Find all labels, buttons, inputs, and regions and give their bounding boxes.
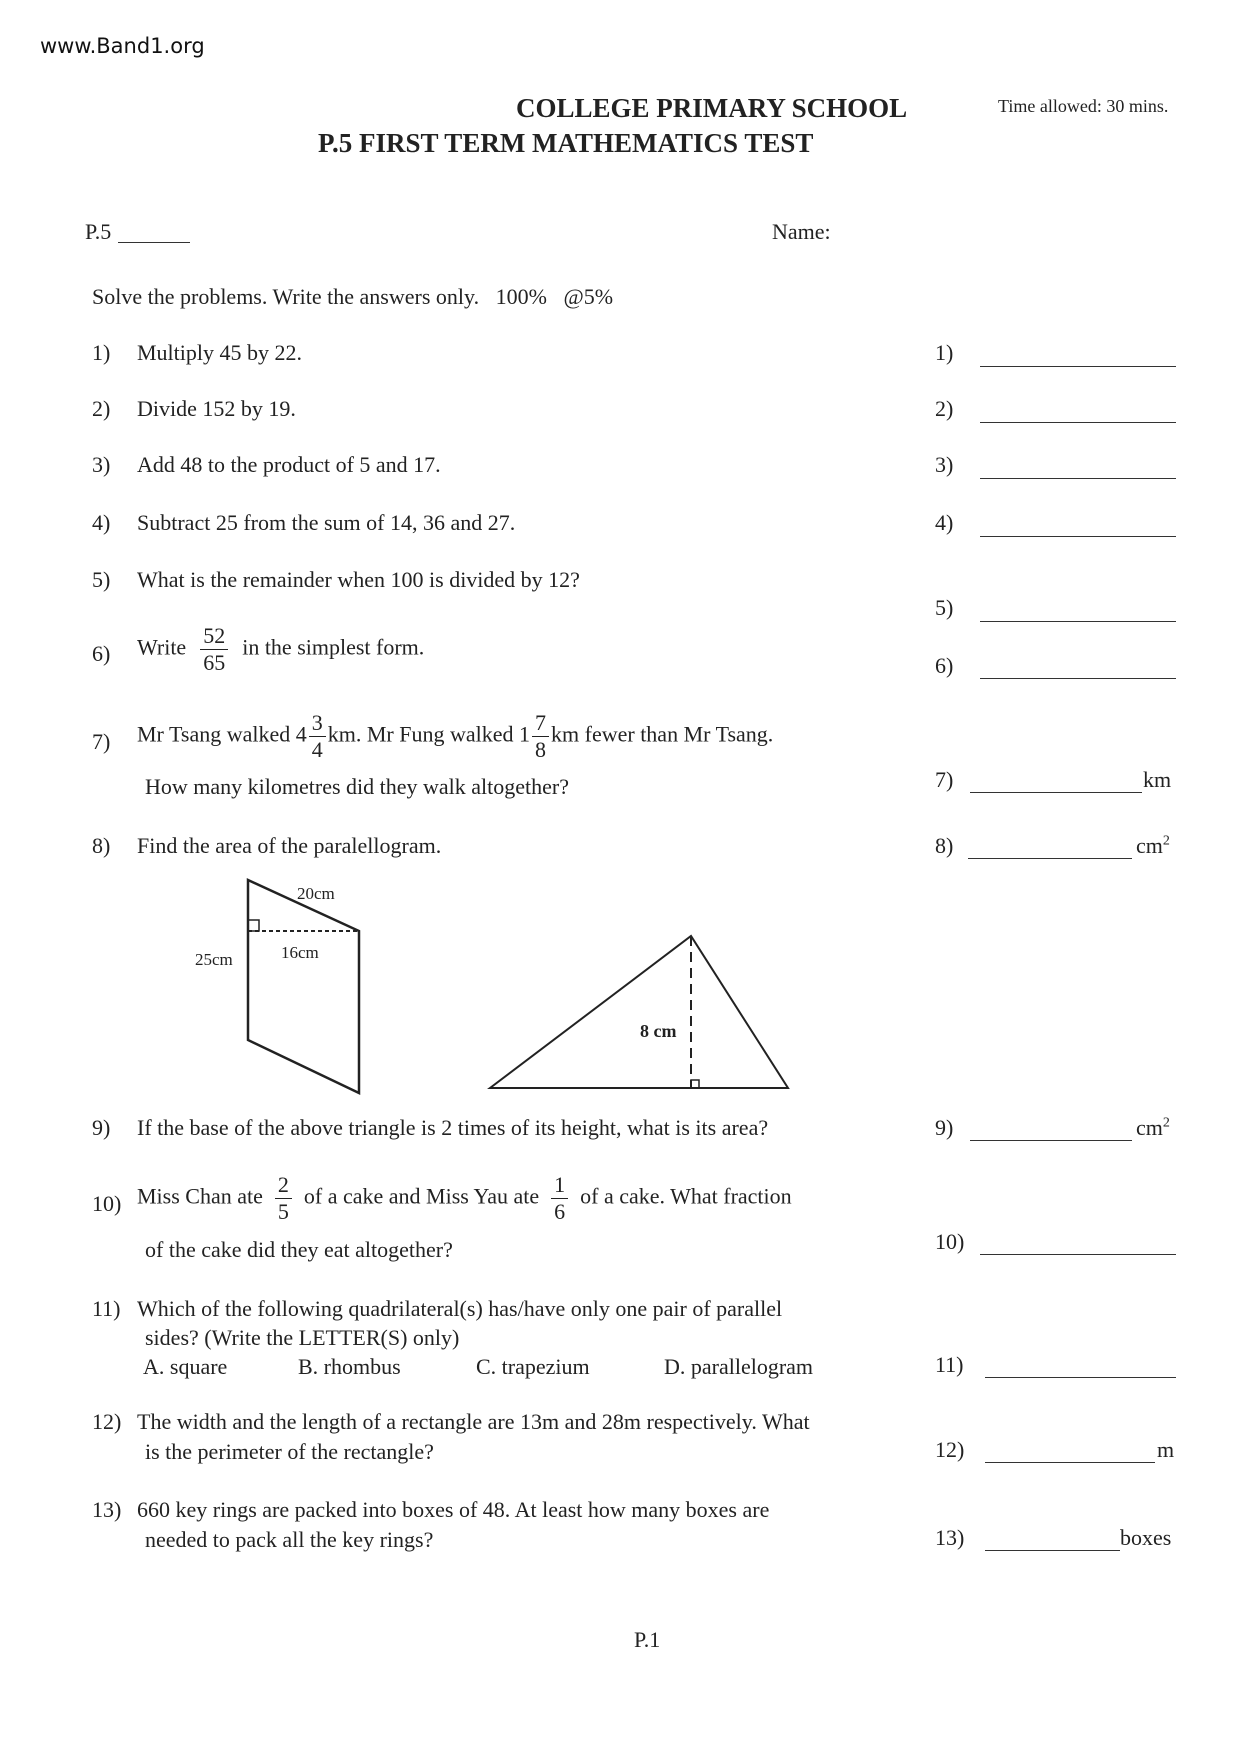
question-number: 6) bbox=[92, 641, 111, 666]
website-label: www.Band1.org bbox=[40, 34, 205, 58]
question-number: 5) bbox=[92, 567, 111, 592]
denominator: 5 bbox=[277, 1199, 289, 1224]
answer-number: 4) bbox=[935, 510, 954, 535]
fraction bbox=[551, 1174, 568, 1223]
question-text: Divide 152 by 19. bbox=[137, 396, 296, 421]
answer-blank-10[interactable] bbox=[980, 1254, 1176, 1255]
superscript: 2 bbox=[1162, 1115, 1170, 1131]
question-text: 660 key rings are packed into boxes of 48. At least how many boxes are bbox=[137, 1497, 770, 1522]
question-text: If the base of the above triangle is 2 times of its height, what is its area? bbox=[137, 1115, 769, 1140]
option-a: A. square bbox=[143, 1354, 228, 1379]
answer-number: 11) bbox=[935, 1352, 964, 1377]
answer-number: 3) bbox=[935, 452, 954, 477]
answer-number: 8) bbox=[935, 833, 954, 858]
unit bbox=[1136, 1115, 1170, 1141]
time-allowed: Time allowed: 30 mins. bbox=[998, 96, 1169, 116]
option-c: C. trapezium bbox=[476, 1354, 590, 1379]
class-label: P.5 bbox=[85, 219, 112, 244]
side-label: 20cm bbox=[297, 884, 335, 903]
question-text: Multiply 45 by 22. bbox=[137, 340, 303, 365]
q7-text: km fewer than Mr Tsang. bbox=[551, 721, 774, 747]
answer-number: 7) bbox=[935, 767, 954, 792]
test-title: P.5 FIRST TERM MATHEMATICS TEST bbox=[318, 128, 814, 158]
triangle-height-label: 8 cm bbox=[640, 1021, 677, 1041]
superscript: 2 bbox=[1162, 833, 1170, 849]
option-b: B. rhombus bbox=[298, 1354, 401, 1379]
answer-blank-13[interactable] bbox=[985, 1550, 1120, 1551]
answer-blank-9[interactable] bbox=[970, 1140, 1132, 1141]
question-number: 9) bbox=[92, 1115, 111, 1140]
denominator: 65 bbox=[203, 650, 226, 675]
numerator: 7 bbox=[532, 712, 549, 737]
numerator: 1 bbox=[551, 1174, 568, 1199]
base-label: 25cm bbox=[195, 950, 233, 969]
unit: m bbox=[1157, 1437, 1175, 1462]
unit-text: cm bbox=[1136, 833, 1163, 858]
question-text: needed to pack all the key rings? bbox=[145, 1527, 434, 1552]
numerator: 3 bbox=[309, 712, 326, 737]
answer-number: 12) bbox=[935, 1437, 965, 1462]
question-number: 12) bbox=[92, 1409, 122, 1434]
option-d: D. parallelogram bbox=[664, 1354, 814, 1379]
q6-text: Write bbox=[137, 634, 187, 660]
q7-text: Mr Tsang walked 4 bbox=[137, 721, 307, 747]
fraction bbox=[275, 1174, 292, 1223]
question-text: is the perimeter of the rectangle? bbox=[145, 1439, 434, 1464]
question-number: 10) bbox=[92, 1191, 122, 1216]
question-number: 11) bbox=[92, 1296, 121, 1321]
question-number: 13) bbox=[92, 1497, 122, 1522]
question-number: 1) bbox=[92, 340, 111, 365]
unit: boxes bbox=[1120, 1525, 1172, 1550]
instructions-text: Solve the problems. Write the answers only. bbox=[92, 284, 480, 309]
parallelogram-figure bbox=[248, 880, 359, 1093]
triangle-figure bbox=[490, 936, 788, 1088]
answer-blank-11[interactable] bbox=[985, 1377, 1176, 1378]
question-text: Add 48 to the product of 5 and 17. bbox=[137, 452, 441, 477]
answer-number: 10) bbox=[935, 1229, 965, 1254]
denominator: 4 bbox=[311, 737, 323, 762]
question-text: How many kilometres did they walk altogether? bbox=[145, 774, 569, 799]
answer-number: 2) bbox=[935, 396, 954, 421]
answer-blank-12[interactable] bbox=[985, 1462, 1155, 1463]
marks-each: @5% bbox=[563, 284, 614, 309]
numerator: 52 bbox=[200, 625, 228, 650]
question-text: What is the remainder when 100 is divided by 12? bbox=[137, 567, 580, 592]
answer-number: 9) bbox=[935, 1115, 954, 1140]
question-text bbox=[137, 1174, 792, 1223]
unit: km bbox=[1143, 767, 1172, 792]
q6-text: in the simplest form. bbox=[242, 634, 425, 660]
question-number: 8) bbox=[92, 833, 111, 858]
q10-text: Miss Chan ate bbox=[137, 1183, 263, 1209]
answer-number: 1) bbox=[935, 340, 954, 365]
question-text: Find the area of the paralellogram. bbox=[137, 833, 442, 858]
numerator: 2 bbox=[275, 1174, 292, 1199]
question-text: The width and the length of a rectangle are 13m and 28m respectively. What bbox=[137, 1409, 810, 1434]
question-number: 3) bbox=[92, 452, 111, 477]
question-number: 2) bbox=[92, 396, 111, 421]
unit-text: cm bbox=[1136, 1115, 1163, 1140]
question-number: 4) bbox=[92, 510, 111, 535]
question-text: Which of the following quadrilateral(s) has/have only one pair of parallel bbox=[137, 1296, 783, 1321]
answer-number: 6) bbox=[935, 653, 954, 678]
answer-number: 5) bbox=[935, 595, 954, 620]
school-name: COLLEGE PRIMARY SCHOOL bbox=[516, 93, 908, 123]
question-text: sides? (Write the LETTER(S) only) bbox=[145, 1325, 460, 1350]
page-number: P.1 bbox=[634, 1627, 661, 1652]
denominator: 6 bbox=[554, 1199, 566, 1224]
question-number: 7) bbox=[92, 729, 111, 754]
q10-text: of a cake and Miss Yau ate bbox=[303, 1183, 540, 1209]
answer-number: 13) bbox=[935, 1525, 965, 1550]
marks-total: 100% bbox=[495, 284, 547, 309]
q7-text: km. Mr Fung walked 1 bbox=[327, 721, 531, 747]
name-label: Name: bbox=[772, 219, 831, 244]
question-text: Subtract 25 from the sum of 14, 36 and 27. bbox=[137, 510, 516, 535]
denominator: 8 bbox=[535, 737, 547, 762]
height-label: 16cm bbox=[281, 943, 319, 962]
q10-text: of a cake. What fraction bbox=[580, 1183, 792, 1209]
question-text: of the cake did they eat altogether? bbox=[145, 1237, 453, 1262]
